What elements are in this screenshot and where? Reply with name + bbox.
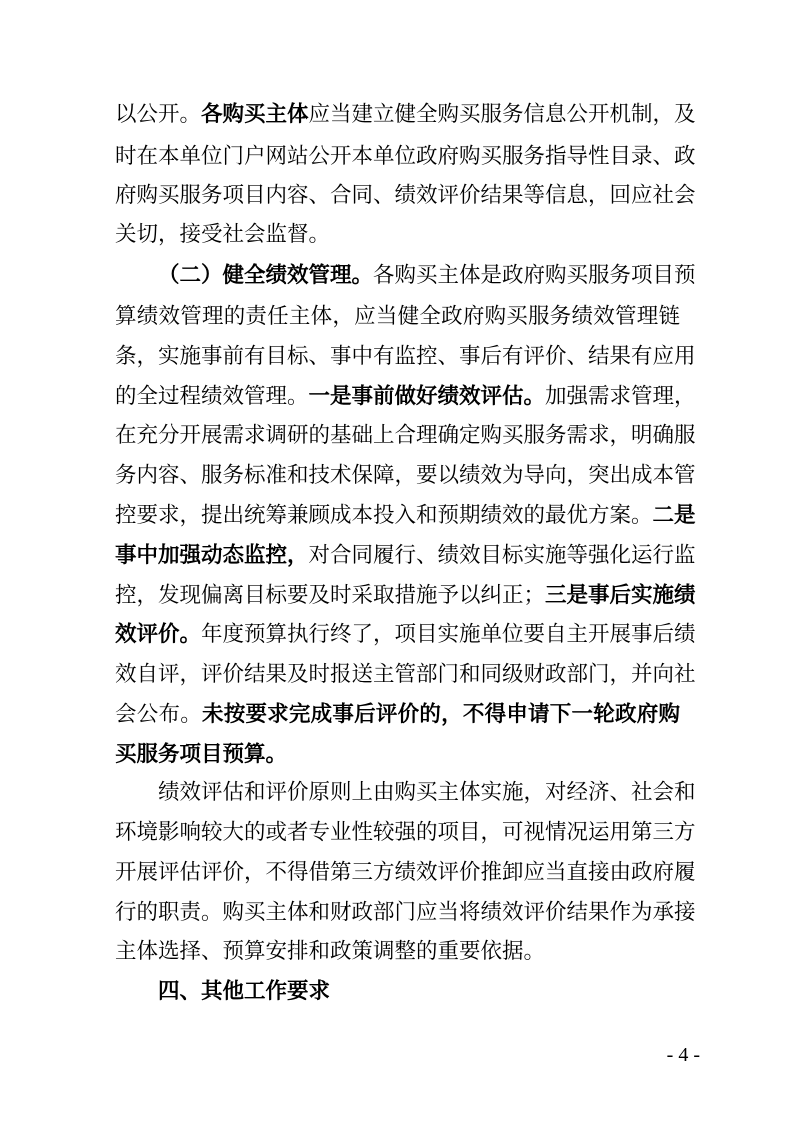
text-line	[115, 220, 680, 250]
text-line	[115, 858, 696, 888]
bold-text: 未按要求完成事后评价的，不得申请下一轮政府购	[201, 702, 680, 727]
text-line	[115, 461, 696, 491]
page-number: - 4 -	[666, 1044, 700, 1066]
text: 开展评估评价，不得借第三方绩效评价推卸应当直接由政府履	[115, 860, 696, 885]
text-line	[115, 581, 696, 611]
text: 年度预算执行终了，项目实施单位要自主开展事后绩	[201, 622, 696, 647]
text-line	[115, 142, 696, 172]
text-line	[115, 700, 680, 730]
text: 控，发现偏离目标要及时采取措施予以纠正；	[115, 583, 546, 608]
bold-text: （二）健全绩效管理。	[158, 263, 374, 288]
text: 务内容、服务标准和技术保障，要以绩效为导向，突出成本管	[115, 463, 696, 488]
text-line	[115, 501, 696, 531]
bold-text: 三是事后实施绩	[545, 583, 696, 608]
bold-text: 一是事前做好绩效评估。	[308, 384, 546, 409]
text-line	[115, 937, 680, 967]
bold-text: 买服务项目预算。	[115, 742, 288, 767]
text-line	[158, 778, 696, 808]
text-line	[115, 421, 696, 451]
text-line	[115, 181, 696, 211]
text: 绩效评估和评价原则上由购买主体实施，对经济、社会和	[158, 780, 696, 805]
text: 四、其他工作要求	[158, 979, 331, 1004]
text: 主体选择、预算安排和政策调整的重要依据。	[115, 939, 546, 964]
bold-text: 事中加强动态监控，	[115, 543, 309, 568]
text: 时在本单位门户网站公开本单位政府购买服务指导性目录、政	[115, 144, 696, 169]
text-line	[115, 100, 696, 130]
bold-text: 各购买主体	[201, 102, 309, 127]
text: 关切，接受社会监督。	[115, 222, 331, 247]
text: 会公布。	[115, 702, 202, 727]
text-line	[115, 660, 696, 690]
section-heading	[158, 977, 680, 1007]
text: 效自评，评价结果及时报送主管部门和同级财政部门，并向社	[115, 662, 696, 687]
text-line	[115, 342, 696, 372]
text-line	[115, 302, 680, 332]
text-line	[115, 541, 696, 571]
text: 各购买主体是政府购买服务项目预	[373, 263, 696, 288]
text-line	[115, 898, 696, 928]
text-line	[115, 740, 680, 770]
bold-text: 二是	[652, 503, 696, 528]
bold-text: 效评价。	[115, 622, 202, 647]
text: 条，实施事前有目标、事中有监控、事后有评价、结果有应用	[115, 344, 696, 369]
text: 控要求，提出统筹兼顾成本投入和预期绩效的最优方案。	[115, 503, 653, 528]
text: 加强需求管理，	[545, 384, 696, 409]
text: 在充分开展需求调研的基础上合理确定购买服务需求，明确服	[115, 423, 696, 448]
text: 环境影响较大的或者专业性较强的项目，可视情况运用第三方	[115, 820, 696, 845]
text: 的全过程绩效管理。	[115, 384, 309, 409]
text: 府购买服务项目内容、合同、绩效评价结果等信息，回应社会	[115, 183, 696, 208]
text: 应当建立健全购买服务信息公开机制，及	[308, 102, 696, 127]
text: 行的职责。购买主体和财政部门应当将绩效评价结果作为承接	[115, 900, 696, 925]
text-line	[115, 818, 696, 848]
text: 对合同履行、绩效目标实施等强化运行监	[308, 543, 696, 568]
text: 以公开。	[115, 102, 202, 127]
text-line	[115, 382, 696, 412]
text-line	[158, 261, 696, 291]
text: 算绩效管理的责任主体，应当健全政府购买服务绩效管理链	[115, 304, 680, 329]
text-line	[115, 620, 696, 650]
